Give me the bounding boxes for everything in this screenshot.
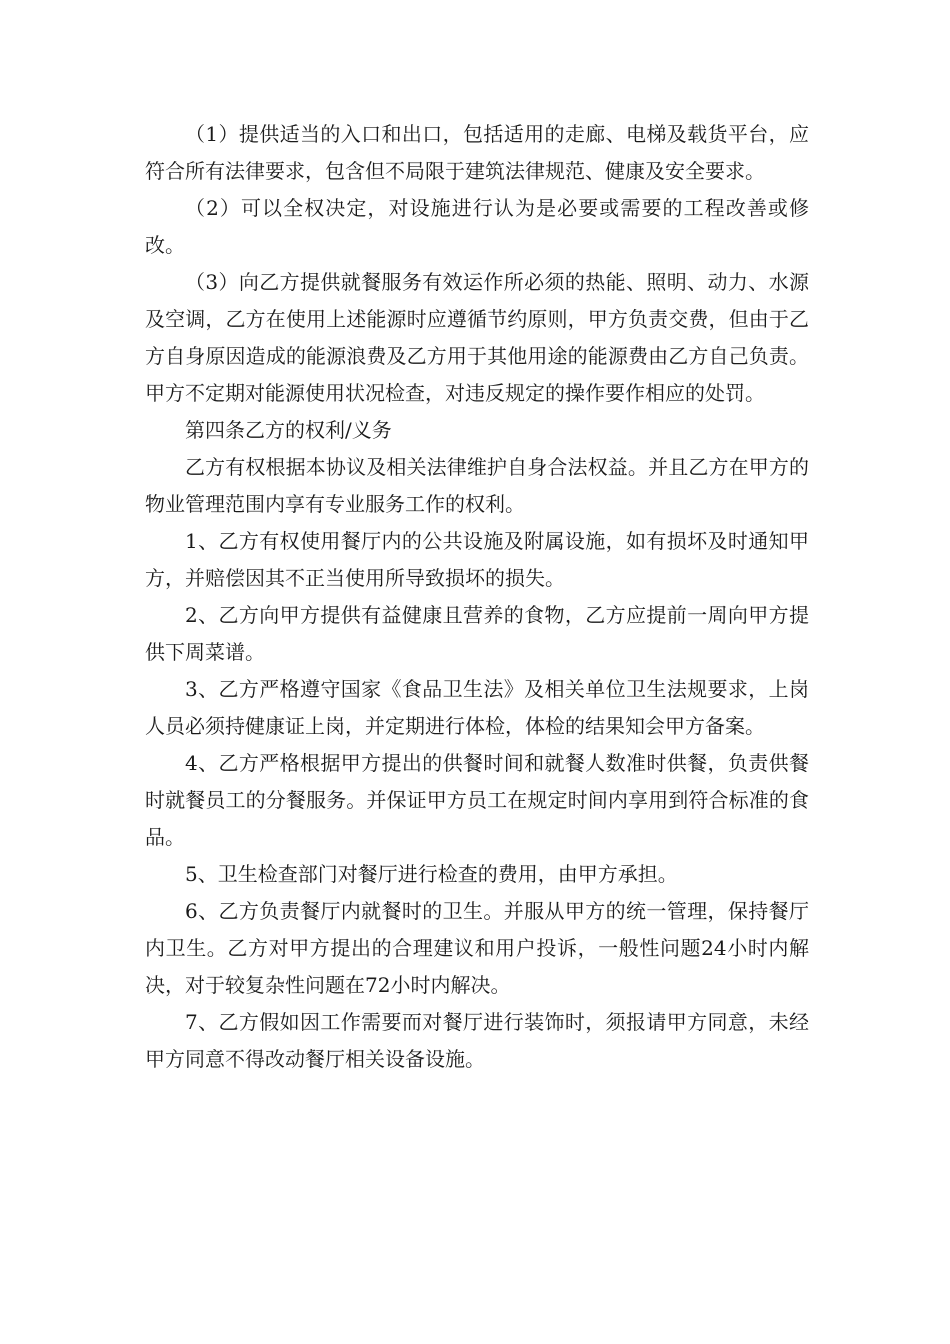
paragraph-item-2: 2、乙方向甲方提供有益健康且营养的食物，乙方应提前一周向甲方提供下周菜谱。 (145, 603, 809, 664)
document-body (145, 116, 809, 1078)
paragraph-item-5: 5、卫生检查部门对餐厅进行检查的费用，由甲方承担。 (185, 862, 678, 886)
paragraph-item-3: 3、乙方严格遵守国家《食品卫生法》及相关单位卫生法规要求，上岗人员必须持健康证上岗，并定期进行体检，体检的结果知会甲方备案。 (145, 677, 809, 738)
paragraph-clause-3-2: （2）可以全权决定，对设施进行认为是必要或需要的工程改善或修改。 (145, 196, 809, 257)
paragraph-item-1: 1、乙方有权使用餐厅内的公共设施及附属设施，如有损坏及时通知甲方，并赔偿因其不正当使用所导致损坏的损失。 (145, 529, 809, 590)
paragraph-article-4-intro: 乙方有权根据本协议及相关法律维护自身合法权益。并且乙方在甲方的物业管理范围内享有专业服务工作的权利。 (145, 455, 809, 516)
section-heading-article-4: 第四条乙方的权利/义务 (185, 418, 392, 442)
paragraph-item-7: 7、乙方假如因工作需要而对餐厅进行装饰时，须报请甲方同意，未经甲方同意不得改动餐厅相关设备设施。 (145, 1010, 809, 1071)
paragraph-item-4: 4、乙方严格根据甲方提出的供餐时间和就餐人数准时供餐，负责供餐时就餐员工的分餐服务。并保证甲方员工在规定时间内享用到符合标准的食品。 (145, 751, 809, 849)
paragraph-clause-3-1: （1）提供适当的入口和出口，包括适用的走廊、电梯及载货平台，应符合所有法律要求，包含但不局限于建筑法律规范、健康及安全要求。 (145, 122, 809, 183)
paragraph-clause-3-3: （3）向乙方提供就餐服务有效运作所必须的热能、照明、动力、水源及空调，乙方在使用上述能源时应遵循节约原则，甲方负责交费，但由于乙方自身原因造成的能源浪费及乙方用于其他用途的能源费由乙方自己负责。甲方不定期对能源使用状况检查，对违反规定的操作要作相应的处罚。 (145, 270, 809, 405)
paragraph-item-6: 6、乙方负责餐厅内就餐时的卫生。并服从甲方的统一管理，保持餐厅内卫生。乙方对甲方提出的合理建议和用户投诉，一般性问题24小时内解决，对于较复杂性问题在72小时内解决。 (145, 899, 809, 997)
